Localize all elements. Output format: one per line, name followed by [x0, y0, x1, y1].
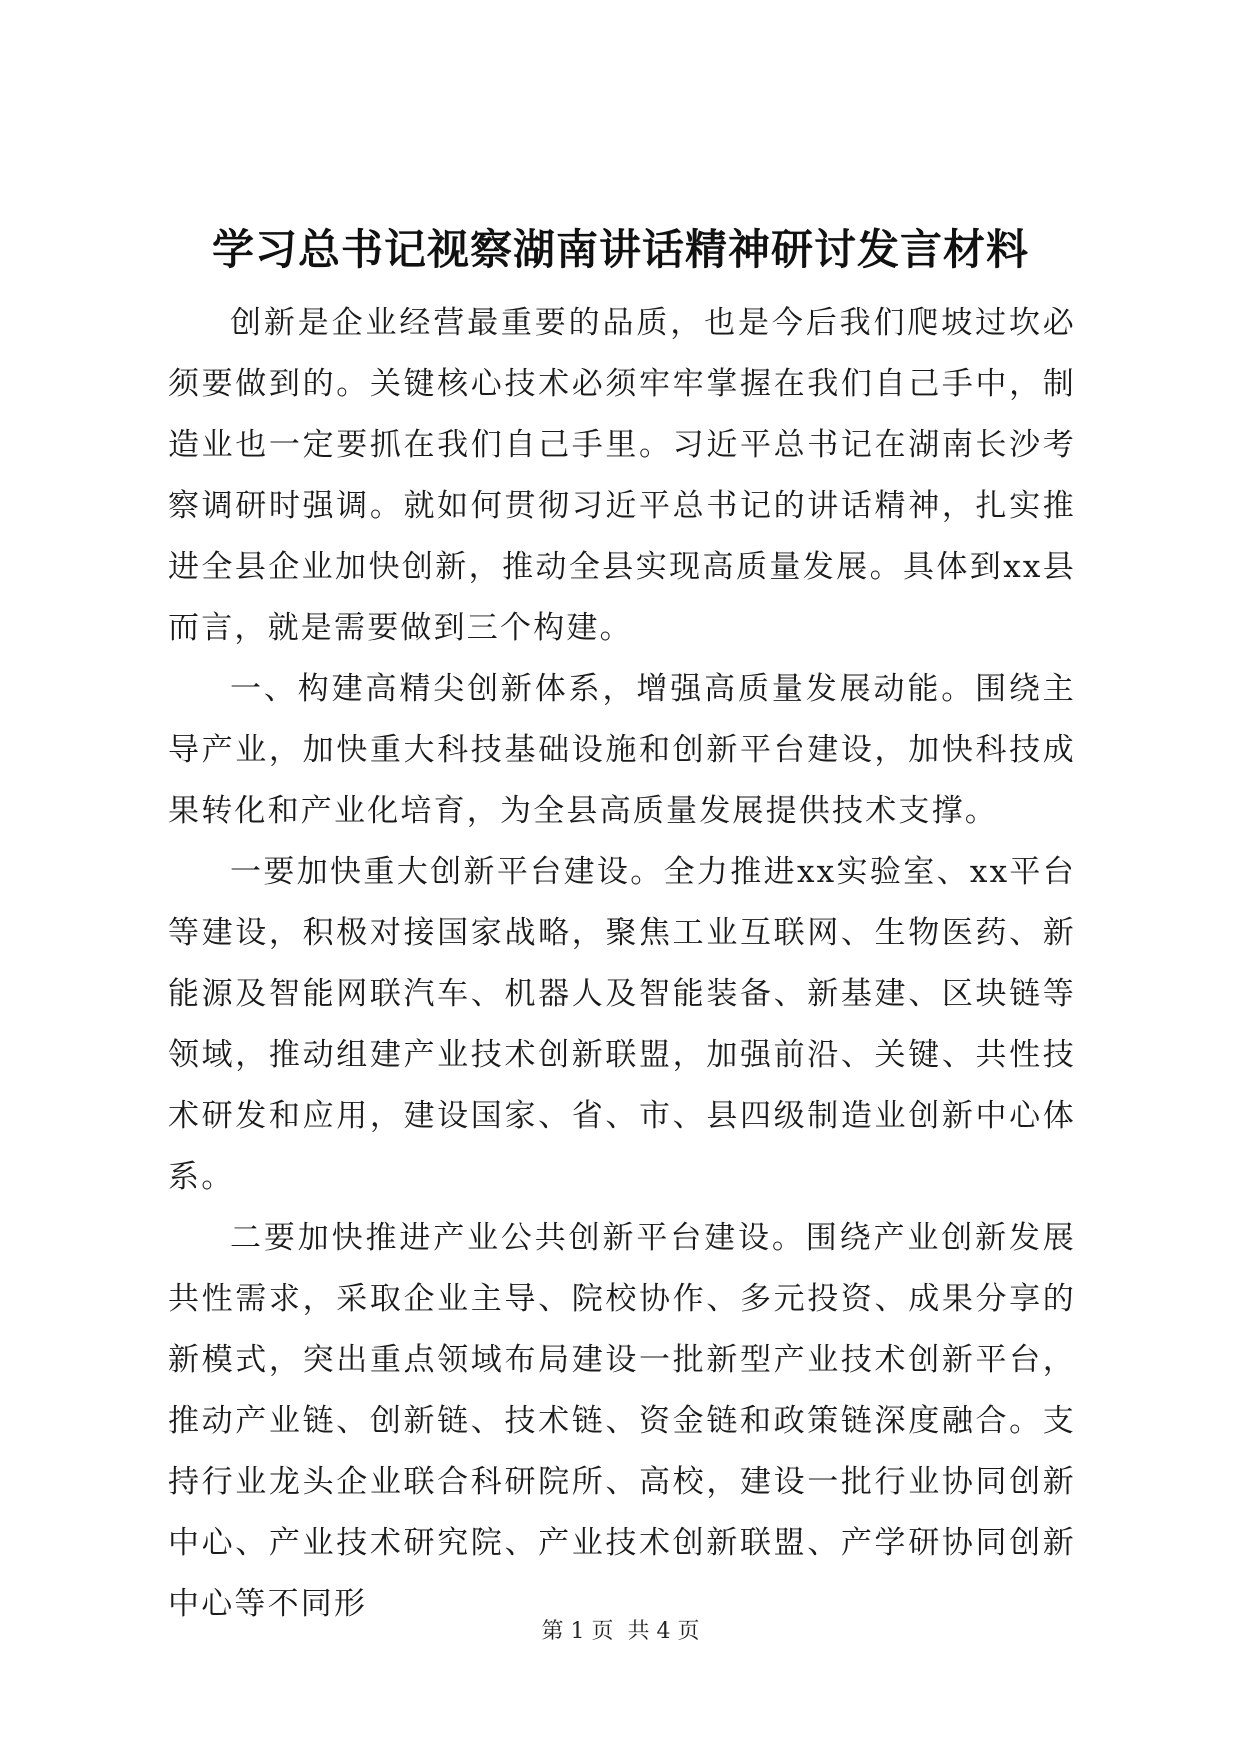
page-footer [0, 1618, 1241, 1646]
page-number: 第 1 页 [541, 1619, 614, 1644]
paragraph-point-two: 二要加快推进产业公共创新平台建设。围绕产业创新发展共性需求，采取企业主导、院校协作、多元投资、成果分享的新模式，突出重点领域布局建设一批新型产业技术创新平台，推动产业链、创新链、技术链、资金链和政策链深度融合。支持行业龙头企业联合科研院所、高校，建设一批行业协同创新中心、产业技术研究院、产业技术创新联盟、产学研协同创新中心等不同形 [168, 1220, 1076, 1622]
page-total: 共 4 页 [627, 1619, 700, 1644]
document-body [168, 293, 1076, 1635]
paragraph-section-one: 一、构建高精尖创新体系，增强高质量发展动能。围绕主导产业，加快重大科技基础设施和创新平台建设，加快科技成果转化和产业化培育，为全县高质量发展提供技术支撑。 [168, 671, 1076, 829]
paragraph-intro: 创新是企业经营最重要的品质，也是今后我们爬坡过坎必须要做到的。关键核心技术必须牢牢掌握在我们自己手中，制造业也一定要抓在我们自己手里。习近平总书记在湖南长沙考察调研时强调。就如何贯彻习近平总书记的讲话精神，扎实推进全县企业加快创新，推动全县实现高质量发展。具体到xx县而言，就是需要做到三个构建。 [168, 305, 1076, 646]
document-title: 学习总书记视察湖南讲话精神研讨发言材料 [211, 225, 1029, 274]
paragraph-point-one: 一要加快重大创新平台建设。全力推进xx实验室、xx平台等建设，积极对接国家战略，聚焦工业互联网、生物医药、新能源及智能网联汽车、机器人及智能装备、新基建、区块链等领域，推动组建产业技术创新联盟，加强前沿、关键、共性技术研发和应用，建设国家、省、市、县四级制造业创新中心体系。 [168, 854, 1076, 1195]
